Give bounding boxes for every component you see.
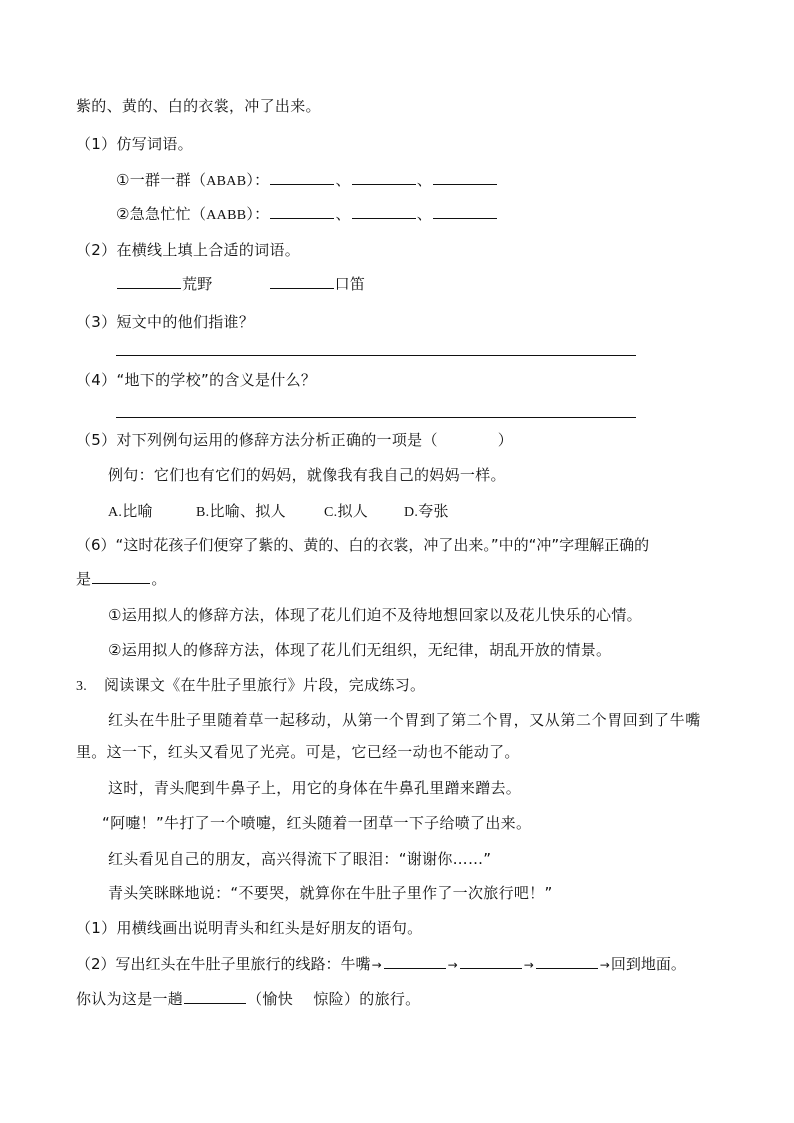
section-3-title: 阅读课文《在牛肚子里旅行》片段，完成练习。	[104, 676, 426, 694]
option-a-letter: A.	[108, 505, 123, 520]
arrow-icon: →	[599, 958, 610, 972]
question-5	[76, 430, 513, 450]
q1-item-1-label: ①一群一群（	[116, 171, 207, 189]
answer-blank[interactable]	[433, 204, 497, 219]
option-d[interactable]	[404, 501, 449, 523]
sub-2-line-2-pre: 你认为这是一趟	[76, 990, 184, 1008]
separator: 、	[416, 205, 433, 223]
sub-2-end: 回到地面。	[610, 955, 686, 973]
sub-2-line-2-post: （愉快 惊险）的旅行。	[247, 990, 421, 1008]
q6-choice-2[interactable]: ②运用拟人的修辞方法，体现了花儿们无组织，无纪律，胡乱开放的情景。	[108, 641, 612, 659]
question-1-number: （1）	[76, 135, 117, 153]
option-c[interactable]	[324, 501, 404, 523]
q2-word-1: 荒野	[182, 275, 213, 293]
passage-para-1a: 红头在牛肚子里随着草一起移动，从第一个胃到了第二个胃，又从第二个胃回到了牛嘴	[108, 711, 701, 729]
q2-blanks-row	[116, 274, 365, 294]
answer-blank[interactable]	[117, 274, 181, 289]
question-6-number: （6）	[76, 536, 116, 554]
q6-choice-1[interactable]: ①运用拟人的修辞方法，体现了花儿们迫不及待地想回家以及花儿快乐的心情。	[108, 606, 642, 624]
sub-1-text: 用横线画出说明青头和红头是好朋友的语句。	[116, 919, 423, 937]
answer-blank[interactable]	[270, 274, 334, 289]
arrow-icon: →	[523, 958, 534, 972]
separator: 、	[335, 205, 351, 223]
answer-blank[interactable]	[270, 204, 334, 219]
question-4-number: （4）	[76, 371, 117, 389]
question-4	[76, 370, 316, 390]
answer-blank[interactable]	[352, 170, 416, 185]
answer-blank[interactable]	[92, 569, 150, 584]
sub-1-number: （1）	[76, 919, 117, 937]
question-3	[76, 312, 254, 332]
question-3-text: 短文中的他们指谁？	[116, 313, 255, 331]
question-5-close: ）	[497, 431, 514, 449]
answer-blank[interactable]	[460, 954, 522, 969]
section-3-sub-1	[76, 918, 422, 938]
arrow-icon: →	[447, 958, 458, 972]
question-1	[76, 134, 193, 154]
passage-para-4: 红头看见自己的朋友，高兴得流下了眼泪：“谢谢你……”	[108, 850, 492, 868]
option-b-letter: B.	[196, 505, 210, 520]
q1-item-1-pattern: ABAB	[206, 174, 247, 189]
q1-item-1	[116, 170, 498, 192]
passage-para-2: 这时，青头爬到牛鼻子上，用它的身体在牛鼻孔里蹭来蹭去。	[108, 779, 522, 797]
q5-options	[108, 501, 449, 523]
intro-line: 紫的、黄的、白的衣裳，冲了出来。	[76, 97, 321, 115]
question-5-text: 对下列例句运用的修辞方法分析正确的一项是（	[116, 431, 438, 449]
answer-line[interactable]	[116, 417, 636, 418]
question-2	[76, 240, 300, 260]
question-1-text: 仿写词语。	[116, 135, 193, 153]
question-2-text: 在横线上填上合适的词语。	[116, 241, 301, 259]
question-6-line-2	[76, 569, 167, 589]
answer-line[interactable]	[116, 355, 636, 356]
section-3-number: 3.	[76, 679, 88, 694]
q1-item-2	[116, 204, 498, 226]
q1-item-1-close: ）：	[246, 171, 270, 189]
question-4-text: “地下的学校”的含义是什么？	[116, 371, 317, 389]
option-a-text: 比喻	[122, 502, 153, 520]
sub-2-number: （2）	[76, 955, 116, 973]
answer-blank[interactable]	[184, 989, 246, 1004]
answer-blank[interactable]	[433, 170, 497, 185]
passage-para-1b: 里。这一下，红头又看见了光亮。可是，它已经一动也不能动了。	[76, 743, 520, 761]
section-3-sub-2	[76, 954, 686, 975]
q2-word-2: 口笛	[334, 275, 366, 293]
passage-para-5: 青头笑眯眯地说：“不要哭，就算你在牛肚子里作了一次旅行吧！”	[108, 884, 553, 902]
arrow-icon: →	[371, 958, 382, 972]
option-c-text: 拟人	[337, 502, 369, 520]
answer-blank[interactable]	[536, 954, 598, 969]
option-a[interactable]	[108, 501, 196, 523]
section-3-heading	[76, 675, 425, 697]
option-b[interactable]	[196, 501, 324, 523]
answer-blank[interactable]	[352, 204, 416, 219]
option-d-text: 夸张	[418, 502, 449, 520]
answer-blank[interactable]	[270, 170, 334, 185]
option-c-letter: C.	[324, 505, 338, 520]
question-5-number: （5）	[76, 431, 117, 449]
section-3-sub-2-line-2	[76, 989, 420, 1009]
option-b-text: 比喻、拟人	[209, 502, 286, 520]
question-3-number: （3）	[76, 313, 117, 331]
answer-blank[interactable]	[384, 954, 446, 969]
option-d-letter: D.	[404, 505, 419, 520]
question-6	[76, 535, 649, 555]
q1-item-2-pattern: AABB	[206, 208, 247, 223]
question-6-text-2-pre: 是	[76, 570, 92, 588]
passage-para-3: “阿嚏！”牛打了一个喷嚏，红头随着一团草一下子给喷了出来。	[102, 814, 532, 832]
q5-example: 例句：它们也有它们的妈妈，就像我有我自己的妈妈一样。	[108, 466, 506, 484]
separator: 、	[416, 171, 433, 189]
question-2-number: （2）	[76, 241, 117, 259]
q1-item-2-label: ②急急忙忙（	[116, 205, 207, 223]
sub-2-text: 写出红头在牛肚子里旅行的线路：牛嘴	[115, 955, 371, 973]
question-6-text-2-post: 。	[151, 570, 167, 588]
question-6-text: “这时花孩子们便穿了紫的、黄的、白的衣裳，冲了出来。”中的“冲”字理解正确的	[115, 536, 650, 554]
separator: 、	[335, 171, 351, 189]
q1-item-2-close: ）：	[246, 205, 270, 223]
